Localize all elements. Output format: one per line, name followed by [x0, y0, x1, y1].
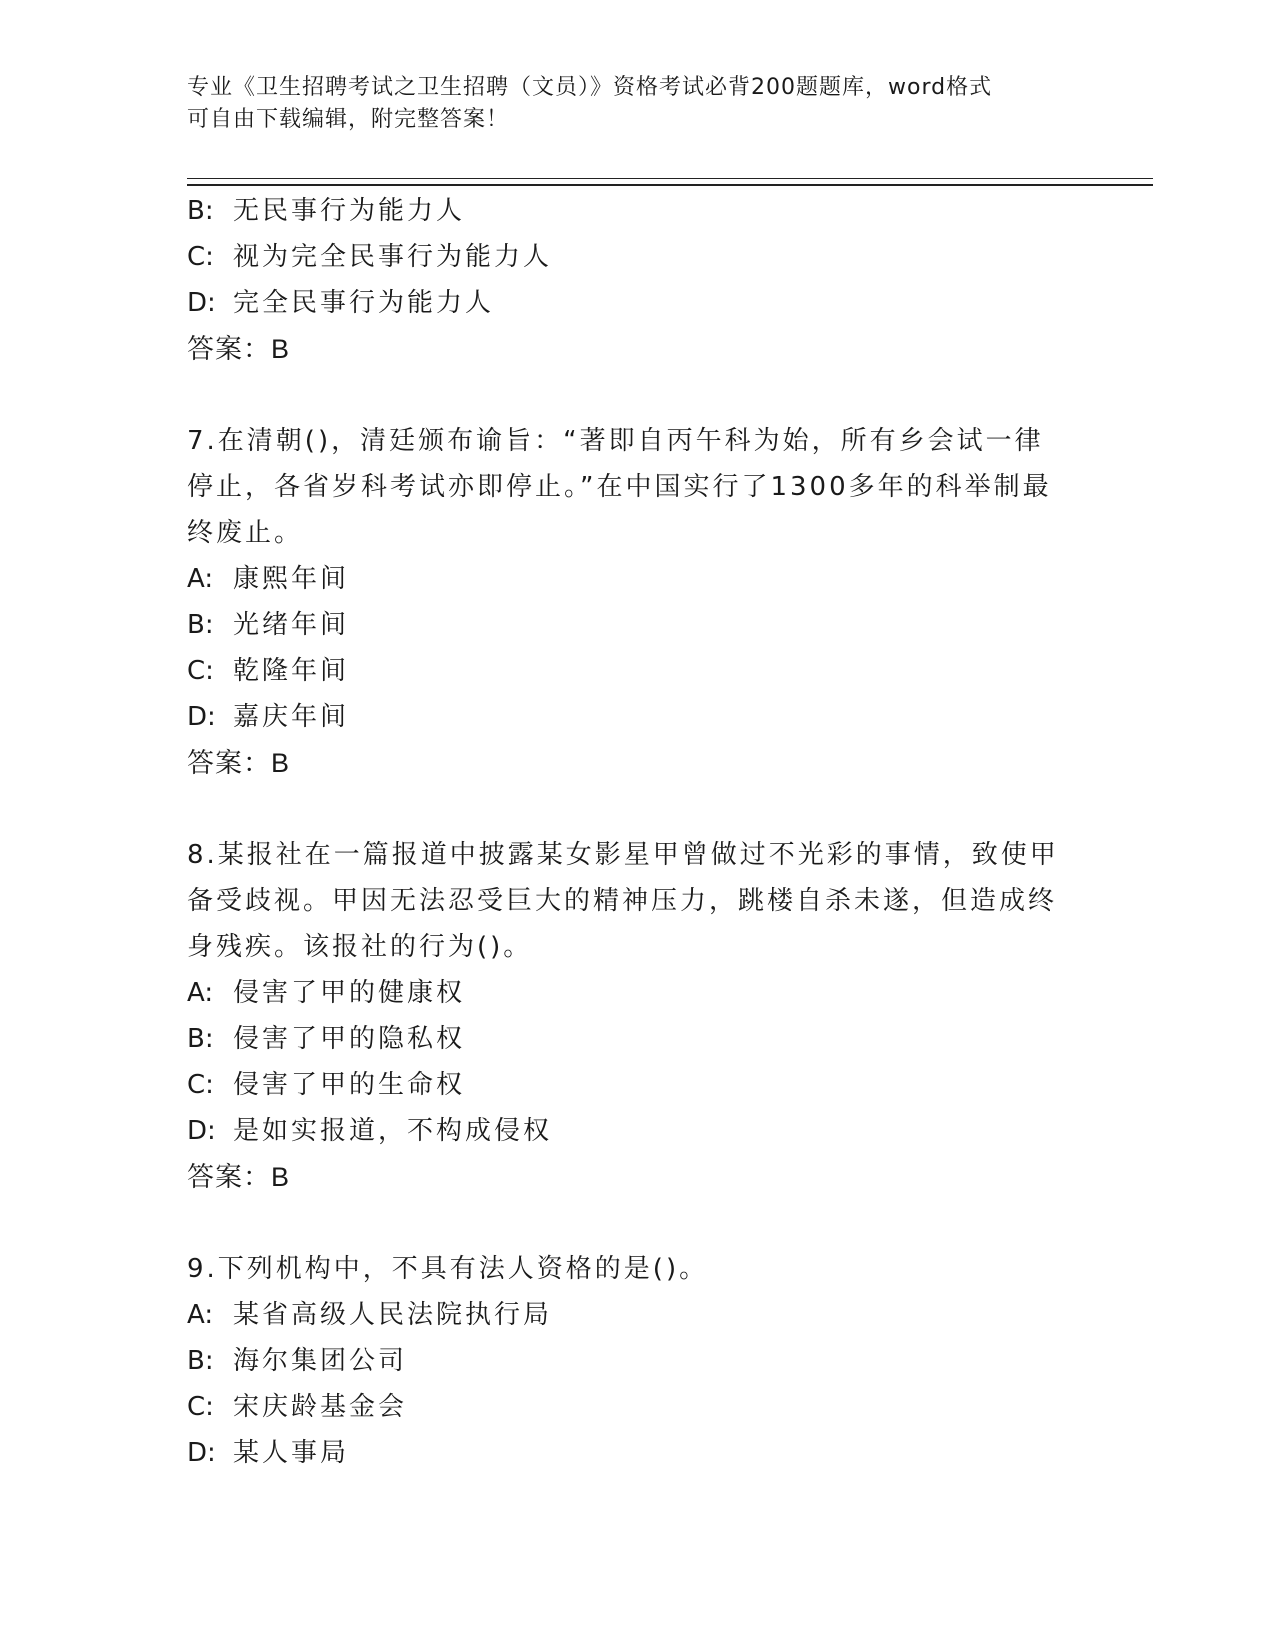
- option-text: 侵害了甲的隐私权: [233, 1024, 466, 1054]
- option-key: C:: [187, 1392, 214, 1422]
- option-b: [187, 1016, 1087, 1062]
- option-text: 视为完全民事行为能力人: [233, 242, 553, 272]
- question-8: [187, 832, 1087, 1200]
- option-b: [187, 602, 1087, 648]
- question-stem-line: 备受歧视。甲因无法忍受巨大的精神压力，跳楼自杀未遂，但造成终: [187, 886, 1058, 916]
- option-key: D:: [187, 1116, 216, 1146]
- option-a: [187, 970, 1087, 1016]
- answer: 答案：B: [187, 1162, 291, 1192]
- question-list: [187, 188, 1087, 1476]
- option-key: A:: [187, 978, 214, 1008]
- option-text: 康熙年间: [233, 564, 350, 594]
- option-a: [187, 556, 1087, 602]
- option-b: [187, 1338, 1087, 1384]
- option-c: [187, 234, 1087, 280]
- option-key: A:: [187, 564, 214, 594]
- option-d: [187, 1108, 1087, 1154]
- question-stem-line: 7.在清朝()，清廷颁布谕旨：“著即自丙午科为始，所有乡会试一律: [187, 426, 1044, 456]
- option-text: 乾隆年间: [233, 656, 350, 686]
- question-stem-line: 身残疾。该报社的行为()。: [187, 932, 533, 962]
- option-text: 嘉庆年间: [233, 702, 350, 732]
- header-title-line-2: 可自由下载编辑，附完整答案！: [187, 107, 510, 132]
- option-text: 侵害了甲的生命权: [233, 1070, 466, 1100]
- question-stem-line: 终废止。: [187, 518, 304, 548]
- question-9: [187, 1246, 1087, 1476]
- option-text: 某省高级人民法院执行局: [233, 1300, 553, 1330]
- question-stem-line: 停止，各省岁科考试亦即停止。”在中国实行了1300多年的科举制最: [187, 472, 1052, 502]
- question-partial: [187, 188, 1087, 372]
- option-text: 宋庆龄基金会: [233, 1392, 408, 1422]
- header-divider: [187, 178, 1153, 186]
- question-7: [187, 418, 1087, 786]
- option-key: D:: [187, 1438, 216, 1468]
- option-text: 是如实报道，不构成侵权: [233, 1116, 553, 1146]
- option-key: B:: [187, 196, 214, 226]
- question-stem-line: 8.某报社在一篇报道中披露某女影星甲曾做过不光彩的事情，致使甲: [187, 840, 1059, 870]
- option-key: C:: [187, 242, 214, 272]
- option-b: [187, 188, 1087, 234]
- option-d: [187, 280, 1087, 326]
- option-c: [187, 1384, 1087, 1430]
- answer: 答案：B: [187, 334, 291, 364]
- option-text: 无民事行为能力人: [233, 196, 466, 226]
- option-c: [187, 648, 1087, 694]
- option-text: 完全民事行为能力人: [233, 288, 495, 318]
- option-key: A:: [187, 1300, 214, 1330]
- option-text: 某人事局: [233, 1438, 350, 1468]
- option-a: [187, 1292, 1087, 1338]
- option-text: 海尔集团公司: [233, 1346, 408, 1376]
- question-stem-line: 9.下列机构中，不具有法人资格的是()。: [187, 1254, 709, 1284]
- option-key: D:: [187, 288, 216, 318]
- document-header: [187, 72, 1087, 136]
- option-key: B:: [187, 1024, 214, 1054]
- answer: 答案：B: [187, 748, 291, 778]
- header-title-line-1: 专业《卫生招聘考试之卫生招聘（文员）》资格考试必背200题题库，word格式: [187, 75, 993, 100]
- option-key: D:: [187, 702, 216, 732]
- option-key: C:: [187, 656, 214, 686]
- option-c: [187, 1062, 1087, 1108]
- option-d: [187, 1430, 1087, 1476]
- option-key: B:: [187, 610, 214, 640]
- option-text: 光绪年间: [233, 610, 350, 640]
- option-key: C:: [187, 1070, 214, 1100]
- option-d: [187, 694, 1087, 740]
- option-text: 侵害了甲的健康权: [233, 978, 466, 1008]
- option-key: B:: [187, 1346, 214, 1376]
